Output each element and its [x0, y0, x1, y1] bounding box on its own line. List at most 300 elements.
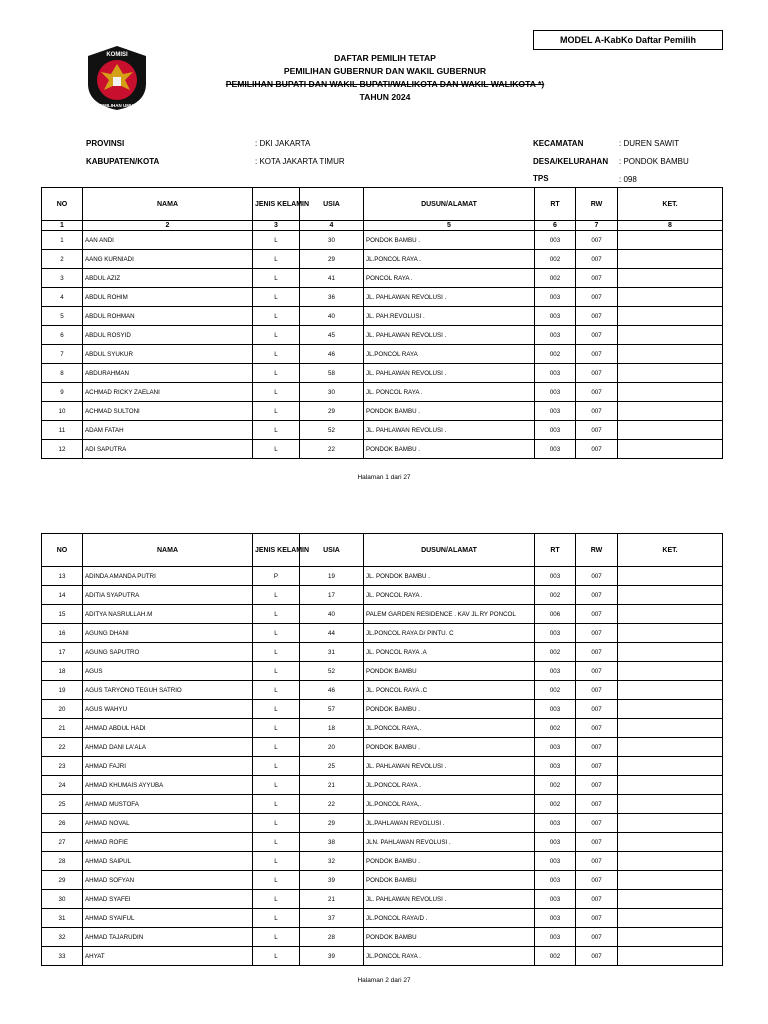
cell-alamat: JL. PAHLAWAN REVOLUSI . [364, 757, 535, 776]
cell-rt: 003 [535, 757, 576, 776]
cell-nama: AHMAD SYAFEI [83, 890, 253, 909]
cell-rt: 003 [535, 852, 576, 871]
cell-ket [618, 947, 723, 966]
cell-rt: 002 [535, 345, 576, 364]
table-row [42, 928, 723, 947]
cell-nama: ADITYA NASRULLAH.M [83, 605, 253, 624]
tps-label: TPS [533, 174, 549, 183]
cell-rw: 007 [576, 700, 618, 719]
cell-rt: 003 [535, 662, 576, 681]
cell-alamat: JL.PONCOL RAYA . [364, 947, 535, 966]
cell-no: 8 [42, 364, 83, 383]
cell-rt: 003 [535, 364, 576, 383]
kpu-logo-icon [86, 44, 148, 112]
column-number: 6 [535, 221, 576, 231]
cell-rw: 007 [576, 586, 618, 605]
cell-rw: 007 [576, 421, 618, 440]
col-no-header: NO [42, 534, 83, 567]
col-jenis-kelamin-header: JENIS KELAMIN [253, 534, 300, 567]
cell-rt: 003 [535, 928, 576, 947]
cell-jenis-kelamin: L [253, 719, 300, 738]
cell-no: 25 [42, 795, 83, 814]
cell-rw: 007 [576, 852, 618, 871]
cell-no: 23 [42, 757, 83, 776]
column-number: 1 [42, 221, 83, 231]
cell-nama: ABDURAHMAN [83, 364, 253, 383]
provinsi-value: : DKI JAKARTA [255, 139, 311, 148]
cell-rw: 007 [576, 440, 618, 459]
col-usia-header: USIA [300, 188, 364, 221]
cell-usia: 40 [300, 605, 364, 624]
cell-usia: 52 [300, 662, 364, 681]
cell-alamat: PONDOK BAMBU . [364, 402, 535, 421]
cell-rt: 002 [535, 269, 576, 288]
cell-ket [618, 871, 723, 890]
cell-jenis-kelamin: L [253, 364, 300, 383]
cell-rt: 003 [535, 700, 576, 719]
cell-usia: 30 [300, 383, 364, 402]
cell-no: 4 [42, 288, 83, 307]
cell-usia: 29 [300, 402, 364, 421]
cell-no: 11 [42, 421, 83, 440]
cell-rw: 007 [576, 326, 618, 345]
col-ket-header: KET. [618, 534, 723, 567]
cell-rt: 002 [535, 250, 576, 269]
cell-ket [618, 586, 723, 605]
cell-nama: AGUNG DHANI [83, 624, 253, 643]
cell-rt: 003 [535, 909, 576, 928]
table-row [42, 643, 723, 662]
cell-nama: ADINDA AMANDA PUTRI [83, 567, 253, 586]
table-row [42, 605, 723, 624]
table-row [42, 231, 723, 250]
cell-ket [618, 757, 723, 776]
cell-usia: 18 [300, 719, 364, 738]
column-number: 8 [618, 221, 723, 231]
cell-usia: 40 [300, 307, 364, 326]
cell-nama: AHMAD SOFYAN [83, 871, 253, 890]
desa-value: : PONDOK BAMBU [619, 157, 689, 166]
cell-jenis-kelamin: L [253, 852, 300, 871]
cell-jenis-kelamin: L [253, 440, 300, 459]
cell-rw: 007 [576, 757, 618, 776]
cell-ket [618, 814, 723, 833]
cell-ket [618, 231, 723, 250]
cell-rw: 007 [576, 814, 618, 833]
cell-usia: 28 [300, 928, 364, 947]
table-row [42, 624, 723, 643]
cell-alamat: JL.PAHLAWAN REVOLUSI . [364, 814, 535, 833]
cell-ket [618, 700, 723, 719]
cell-rw: 007 [576, 269, 618, 288]
cell-no: 32 [42, 928, 83, 947]
cell-jenis-kelamin: L [253, 871, 300, 890]
cell-no: 30 [42, 890, 83, 909]
cell-rw: 007 [576, 890, 618, 909]
table-row [42, 307, 723, 326]
cell-ket [618, 250, 723, 269]
table-row [42, 288, 723, 307]
cell-ket [618, 440, 723, 459]
cell-alamat: JL.PONCOL RAYA [364, 345, 535, 364]
cell-nama: ACHMAD RICKY ZAELANI [83, 383, 253, 402]
table-row [42, 719, 723, 738]
cell-rw: 007 [576, 307, 618, 326]
cell-alamat: JL. PONCOL RAYA .C [364, 681, 535, 700]
cell-jenis-kelamin: L [253, 269, 300, 288]
cell-ket [618, 269, 723, 288]
cell-jenis-kelamin: L [253, 624, 300, 643]
tps-value: : 098 [619, 175, 637, 184]
document-titles [180, 52, 590, 104]
cell-rw: 007 [576, 871, 618, 890]
cell-no: 18 [42, 662, 83, 681]
cell-alamat: JL. PONCOL RAYA . [364, 586, 535, 605]
cell-usia: 37 [300, 909, 364, 928]
table-row [42, 871, 723, 890]
cell-alamat: JL.PONCOL RAYA D/ PINTU. C [364, 624, 535, 643]
cell-nama: AHYAT [83, 947, 253, 966]
cell-ket [618, 402, 723, 421]
col-nama-header: NAMA [83, 534, 253, 567]
cell-rw: 007 [576, 643, 618, 662]
cell-alamat: PONDOK BAMBU . [364, 852, 535, 871]
column-number: 4 [300, 221, 364, 231]
cell-nama: AGUS TARYONO TEGUH SATRIO [83, 681, 253, 700]
cell-alamat: JL.PONCOL RAYA . [364, 776, 535, 795]
cell-ket [618, 624, 723, 643]
cell-usia: 32 [300, 852, 364, 871]
cell-nama: ABDUL ROSYID [83, 326, 253, 345]
col-no-header: NO [42, 188, 83, 221]
cell-rw: 007 [576, 250, 618, 269]
cell-no: 28 [42, 852, 83, 871]
cell-nama: ABDUL SYUKUR [83, 345, 253, 364]
column-number: 3 [253, 221, 300, 231]
col-rt-header: RT [535, 188, 576, 221]
cell-usia: 45 [300, 326, 364, 345]
cell-nama: AHMAD DANI LA'ALA [83, 738, 253, 757]
cell-no: 15 [42, 605, 83, 624]
table-row [42, 345, 723, 364]
table-header-row [42, 534, 723, 567]
cell-rt: 003 [535, 567, 576, 586]
cell-rw: 007 [576, 345, 618, 364]
cell-nama: ABDUL AZIZ [83, 269, 253, 288]
cell-rt: 003 [535, 814, 576, 833]
cell-ket [618, 567, 723, 586]
cell-jenis-kelamin: L [253, 662, 300, 681]
cell-no: 19 [42, 681, 83, 700]
table-row [42, 757, 723, 776]
cell-usia: 20 [300, 738, 364, 757]
cell-ket [618, 307, 723, 326]
cell-no: 21 [42, 719, 83, 738]
cell-usia: 41 [300, 269, 364, 288]
cell-ket [618, 681, 723, 700]
cell-jenis-kelamin: L [253, 231, 300, 250]
cell-ket [618, 421, 723, 440]
cell-alamat: PALEM GARDEN RESIDENCE . KAV JL.RY PONCOL [364, 605, 535, 624]
cell-ket [618, 288, 723, 307]
cell-no: 26 [42, 814, 83, 833]
cell-no: 6 [42, 326, 83, 345]
table-row [42, 814, 723, 833]
cell-jenis-kelamin: L [253, 643, 300, 662]
cell-jenis-kelamin: L [253, 250, 300, 269]
cell-ket [618, 909, 723, 928]
cell-rt: 002 [535, 681, 576, 700]
cell-jenis-kelamin: L [253, 605, 300, 624]
cell-usia: 31 [300, 643, 364, 662]
col-alamat-header: DUSUN/ALAMAT [364, 188, 535, 221]
cell-ket [618, 643, 723, 662]
cell-jenis-kelamin: L [253, 326, 300, 345]
cell-alamat: JL.PONCOL RAYA,. [364, 795, 535, 814]
cell-ket [618, 605, 723, 624]
cell-nama: AHMAD ROFIE [83, 833, 253, 852]
cell-rt: 003 [535, 833, 576, 852]
cell-no: 3 [42, 269, 83, 288]
cell-no: 13 [42, 567, 83, 586]
col-nama-header: NAMA [83, 188, 253, 221]
table-row [42, 269, 723, 288]
cell-nama: AANG KURNIADI [83, 250, 253, 269]
cell-ket [618, 833, 723, 852]
table-row [42, 909, 723, 928]
cell-rw: 007 [576, 402, 618, 421]
cell-rt: 002 [535, 795, 576, 814]
col-ket-header: KET. [618, 188, 723, 221]
col-rw-header: RW [576, 534, 618, 567]
cell-nama: AHMAD MUSTOFA [83, 795, 253, 814]
column-number: 7 [576, 221, 618, 231]
cell-rt: 003 [535, 231, 576, 250]
cell-jenis-kelamin: L [253, 586, 300, 605]
svg-text:PEMILIHAN UMUM: PEMILIHAN UMUM [97, 103, 137, 108]
cell-alamat: PONDOK BAMBU [364, 871, 535, 890]
cell-no: 10 [42, 402, 83, 421]
title-line-2: PEMILIHAN GUBERNUR DAN WAKIL GUBERNUR [283, 66, 487, 76]
cell-rt: 003 [535, 383, 576, 402]
cell-nama: ABDUL ROHMAN [83, 307, 253, 326]
cell-jenis-kelamin: L [253, 402, 300, 421]
cell-ket [618, 776, 723, 795]
cell-jenis-kelamin: L [253, 776, 300, 795]
cell-no: 24 [42, 776, 83, 795]
voter-table-page-2 [41, 533, 723, 966]
table-row [42, 890, 723, 909]
table-header-row [42, 188, 723, 221]
cell-jenis-kelamin: L [253, 307, 300, 326]
cell-alamat: JL. PONCOL RAYA .A [364, 643, 535, 662]
page-footer-1: Halaman 1 dari 27 [357, 474, 411, 481]
cell-ket [618, 364, 723, 383]
table-row [42, 421, 723, 440]
cell-nama: AGUNG SAPUTRO [83, 643, 253, 662]
cell-usia: 29 [300, 250, 364, 269]
cell-rt: 003 [535, 440, 576, 459]
cell-nama: AHMAD TAJARUDIN [83, 928, 253, 947]
cell-rt: 003 [535, 402, 576, 421]
table-row [42, 738, 723, 757]
table-row [42, 567, 723, 586]
cell-jenis-kelamin: L [253, 738, 300, 757]
col-rw-header: RW [576, 188, 618, 221]
provinsi-label: PROVINSI [86, 139, 125, 148]
cell-nama: AHMAD SYAIFUL [83, 909, 253, 928]
cell-alamat: PONDOK BAMBU . [364, 700, 535, 719]
cell-rw: 007 [576, 719, 618, 738]
cell-usia: 21 [300, 776, 364, 795]
cell-nama: AGUS WAHYU [83, 700, 253, 719]
cell-nama: AHMAD FAJRI [83, 757, 253, 776]
cell-rw: 007 [576, 776, 618, 795]
kabupaten-value: : KOTA JAKARTA TIMUR [255, 157, 345, 166]
cell-nama: AAN ANDI [83, 231, 253, 250]
cell-jenis-kelamin: L [253, 909, 300, 928]
model-label: MODEL A-KabKo Daftar Pemilih [533, 30, 723, 50]
kabupaten-label: KABUPATEN/KOTA [86, 157, 160, 166]
table-row [42, 662, 723, 681]
cell-jenis-kelamin: L [253, 757, 300, 776]
cell-ket [618, 719, 723, 738]
cell-rw: 007 [576, 288, 618, 307]
desa-label: DESA/KELURAHAN [533, 157, 609, 166]
cell-no: 22 [42, 738, 83, 757]
table-row [42, 326, 723, 345]
cell-rt: 003 [535, 624, 576, 643]
cell-nama: AHMAD SAIPUL [83, 852, 253, 871]
cell-alamat: JL. PAHLAWAN REVOLUSI . [364, 288, 535, 307]
cell-usia: 57 [300, 700, 364, 719]
cell-rw: 007 [576, 833, 618, 852]
cell-nama: AHMAD ABDUL HADI [83, 719, 253, 738]
cell-rw: 007 [576, 231, 618, 250]
cell-nama: ADAM FATAH [83, 421, 253, 440]
cell-rw: 007 [576, 662, 618, 681]
cell-jenis-kelamin: L [253, 345, 300, 364]
cell-alamat: JL.PONCOL RAYA,. [364, 719, 535, 738]
cell-no: 17 [42, 643, 83, 662]
cell-no: 20 [42, 700, 83, 719]
cell-rw: 007 [576, 624, 618, 643]
cell-usia: 52 [300, 421, 364, 440]
cell-nama: ADITIA SYAPUTRA [83, 586, 253, 605]
cell-rw: 007 [576, 567, 618, 586]
cell-jenis-kelamin: L [253, 421, 300, 440]
table-row [42, 440, 723, 459]
cell-ket [618, 662, 723, 681]
svg-text:KOMISI: KOMISI [106, 52, 128, 58]
cell-no: 12 [42, 440, 83, 459]
table-row [42, 681, 723, 700]
title-line-3-struck: PEMILIHAN BUPATI DAN WAKIL BUPATI/WALIKOTA DAN WAKIL WALIKOTA *) [225, 79, 545, 89]
cell-usia: 39 [300, 871, 364, 890]
cell-no: 31 [42, 909, 83, 928]
title-line-1: DAFTAR PEMILIH TETAP [334, 53, 436, 63]
cell-no: 2 [42, 250, 83, 269]
cell-ket [618, 383, 723, 402]
cell-jenis-kelamin: P [253, 567, 300, 586]
cell-rt: 002 [535, 947, 576, 966]
cell-rw: 007 [576, 605, 618, 624]
cell-ket [618, 345, 723, 364]
table-row [42, 852, 723, 871]
cell-alamat: PONDOK BAMBU [364, 928, 535, 947]
cell-jenis-kelamin: L [253, 947, 300, 966]
cell-nama: AHMAD KHUMAIS AYYUBA [83, 776, 253, 795]
cell-alamat: JL.PONCOL RAYA . [364, 250, 535, 269]
cell-no: 5 [42, 307, 83, 326]
cell-usia: 19 [300, 567, 364, 586]
column-number-row [42, 221, 723, 231]
cell-alamat: JL. PONCOL RAYA . [364, 383, 535, 402]
table-row [42, 250, 723, 269]
col-rt-header: RT [535, 534, 576, 567]
cell-ket [618, 795, 723, 814]
cell-no: 16 [42, 624, 83, 643]
cell-alamat: PONDOK BAMBU . [364, 738, 535, 757]
cell-usia: 22 [300, 440, 364, 459]
table-row [42, 795, 723, 814]
cell-rt: 003 [535, 307, 576, 326]
kecamatan-label: KECAMATAN [533, 139, 584, 148]
cell-jenis-kelamin: L [253, 833, 300, 852]
table-row [42, 402, 723, 421]
cell-rt: 006 [535, 605, 576, 624]
cell-usia: 29 [300, 814, 364, 833]
cell-rt: 003 [535, 288, 576, 307]
cell-alamat: PONDOK BAMBU . [364, 440, 535, 459]
col-usia-header: USIA [300, 534, 364, 567]
cell-nama: ABDUL ROHIM [83, 288, 253, 307]
cell-rt: 003 [535, 421, 576, 440]
cell-ket [618, 890, 723, 909]
cell-no: 33 [42, 947, 83, 966]
cell-rw: 007 [576, 909, 618, 928]
cell-alamat: JLN. PAHLAWAN REVOLUSI . [364, 833, 535, 852]
cell-alamat: JL. PAHLAWAN REVOLUSI . [364, 326, 535, 345]
cell-rw: 007 [576, 795, 618, 814]
cell-rw: 007 [576, 383, 618, 402]
cell-jenis-kelamin: L [253, 890, 300, 909]
cell-jenis-kelamin: L [253, 814, 300, 833]
cell-alamat: JL. PAHLAWAN REVOLUSI . [364, 421, 535, 440]
cell-usia: 38 [300, 833, 364, 852]
cell-no: 1 [42, 231, 83, 250]
cell-usia: 21 [300, 890, 364, 909]
cell-alamat: JL. PAHLAWAN REVOLUSI . [364, 364, 535, 383]
cell-nama: AHMAD NOVAL [83, 814, 253, 833]
cell-rw: 007 [576, 738, 618, 757]
cell-rt: 002 [535, 719, 576, 738]
kecamatan-value: : DUREN SAWIT [619, 139, 680, 148]
cell-usia: 36 [300, 288, 364, 307]
cell-rt: 003 [535, 738, 576, 757]
cell-jenis-kelamin: L [253, 700, 300, 719]
cell-ket [618, 326, 723, 345]
cell-alamat: PONDOK BAMBU [364, 662, 535, 681]
cell-ket [618, 852, 723, 871]
cell-ket [618, 738, 723, 757]
table-row [42, 586, 723, 605]
cell-rw: 007 [576, 364, 618, 383]
cell-rw: 007 [576, 681, 618, 700]
title-line-4: TAHUN 2024 [359, 92, 411, 102]
cell-no: 9 [42, 383, 83, 402]
cell-usia: 58 [300, 364, 364, 383]
